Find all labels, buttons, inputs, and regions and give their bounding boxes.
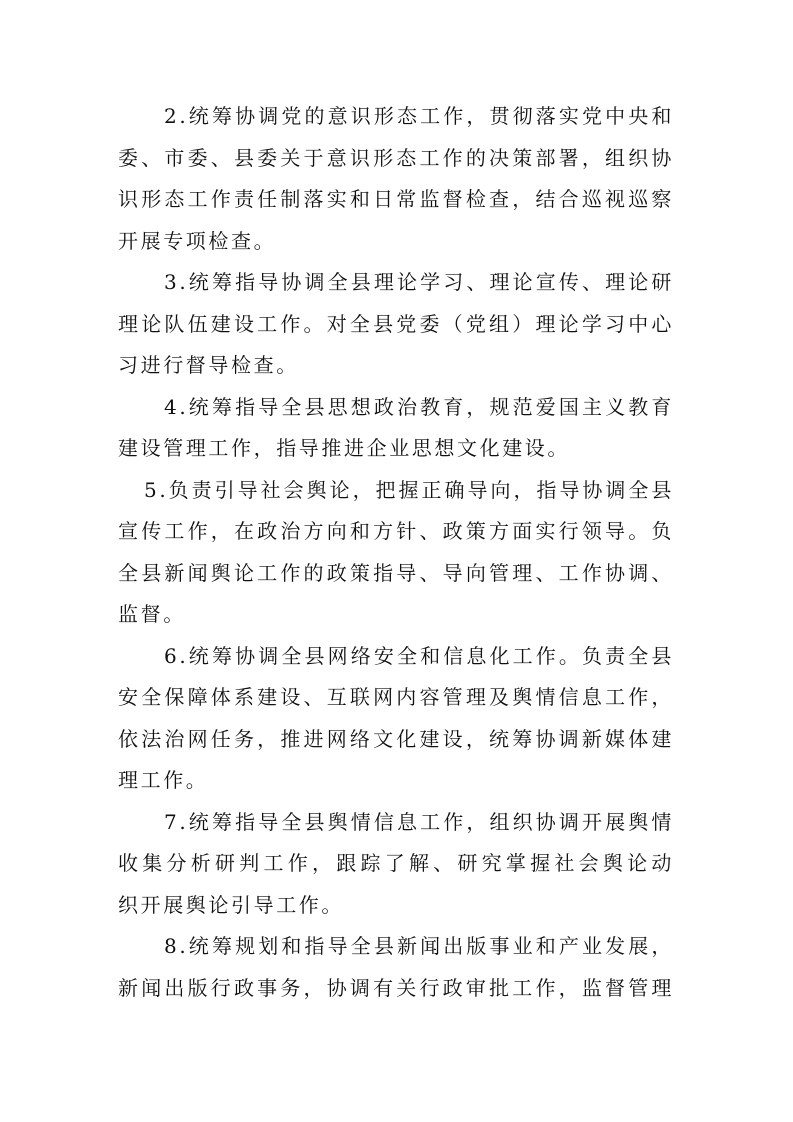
paragraph-line: 开展专项检查。 bbox=[118, 228, 277, 253]
paragraph-line: 识形态工作责任制落实和日常监督检查，结合巡视巡察 bbox=[118, 187, 674, 211]
paragraph-item-2 bbox=[118, 96, 674, 262]
paragraph-line: 5.负责引导社会舆论，把握正确导向，指导协调全县 bbox=[144, 477, 674, 502]
paragraph-line: 监督。 bbox=[118, 602, 186, 626]
paragraph-item-7 bbox=[118, 802, 674, 927]
paragraph-line: 6.统筹协调全县网络安全和信息化工作。负责全县 bbox=[164, 643, 674, 668]
paragraph-item-6 bbox=[118, 636, 674, 802]
paragraph-line: 织开展舆论引导工作。 bbox=[118, 892, 344, 917]
paragraph-line: 收集分析研判工作，跟踪了解、研究掌握社会舆论动 bbox=[118, 851, 674, 875]
paragraph-line: 习进行督导检查。 bbox=[118, 353, 299, 377]
paragraph-line: 8.统筹规划和指导全县新闻出版事业和产业发展， bbox=[164, 934, 674, 958]
paragraph-line: 3.统筹指导协调全县理论学习、理论宣传、理论研 bbox=[164, 270, 674, 294]
paragraph-line: 全县新闻舆论工作的政策指导、导向管理、工作协调、 bbox=[118, 560, 674, 585]
paragraph-line: 7.统筹指导全县舆情信息工作，组织协调开展舆情 bbox=[164, 809, 674, 834]
paragraph-item-3 bbox=[118, 262, 674, 387]
paragraph-line: 新闻出版行政事务，协调有关行政审批工作，监督管理 bbox=[118, 975, 674, 1000]
paragraph-line: 依法治网任务，推进网络文化建设，统筹协调新媒体建 bbox=[118, 726, 674, 751]
paragraph-line: 建设管理工作，指导推进企业思想文化建设。 bbox=[118, 436, 570, 460]
paragraph-item-5 bbox=[118, 470, 674, 636]
paragraph-line: 4.统筹指导全县思想政治教育，规范爱国主义教育 bbox=[164, 394, 674, 419]
paragraph-line: 安全保障体系建设、互联网内容管理及舆情信息工作， bbox=[118, 685, 674, 709]
paragraph-line: 宣传工作，在政治方向和方针、政策方面实行领导。负 bbox=[118, 519, 674, 543]
paragraph-line: 理工作。 bbox=[118, 768, 209, 792]
paragraph-item-4 bbox=[118, 387, 674, 470]
document-body bbox=[118, 96, 674, 1009]
paragraph-line: 2.统筹协调党的意识形态工作，贯彻落实党中央和 bbox=[164, 104, 674, 128]
paragraph-item-8 bbox=[118, 926, 674, 1009]
paragraph-line: 理论队伍建设工作。对全县党委（党组）理论学习中心 bbox=[118, 311, 674, 336]
paragraph-line: 委、市委、县委关于意识形态工作的决策部署，组织协 bbox=[118, 145, 674, 170]
